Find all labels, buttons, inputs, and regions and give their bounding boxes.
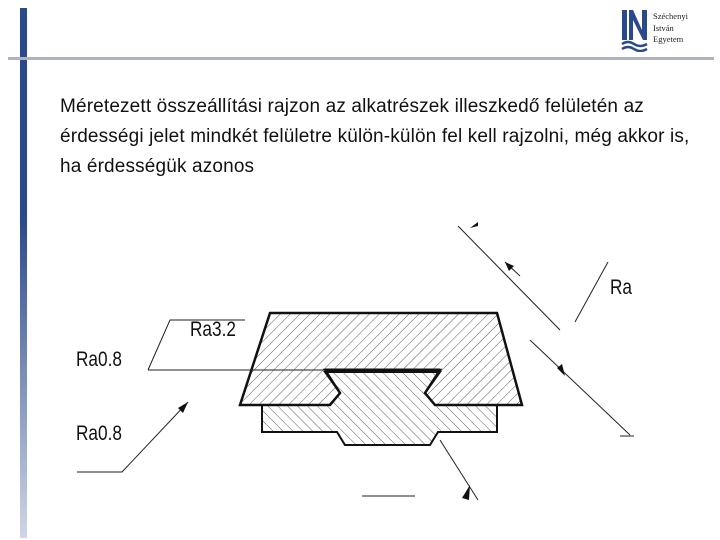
roughness-label-left-upper: Ra0.8 (76, 348, 122, 371)
extension-line-c (530, 340, 630, 435)
extension-line-d (440, 440, 478, 500)
logo-line-3: Egyetem (653, 34, 684, 44)
logo-line-2: István (653, 22, 674, 33)
logo-line-1: Széchenyi (653, 11, 688, 21)
body-paragraph: Méretezett összeállítási rajzon az alkatrészek illeszkedő felületén az érdességi jelet mindkét felületre külön-külön fel kell rajzolni, még akkor is, ha érdességük azonos (60, 96, 690, 177)
extension-line-b (575, 262, 608, 322)
roughness-label-left-lower: Ra0.8 (76, 422, 122, 445)
roughness-label-top: Ra3.2 (190, 318, 236, 341)
roughness-label-right: Ra (610, 276, 633, 299)
